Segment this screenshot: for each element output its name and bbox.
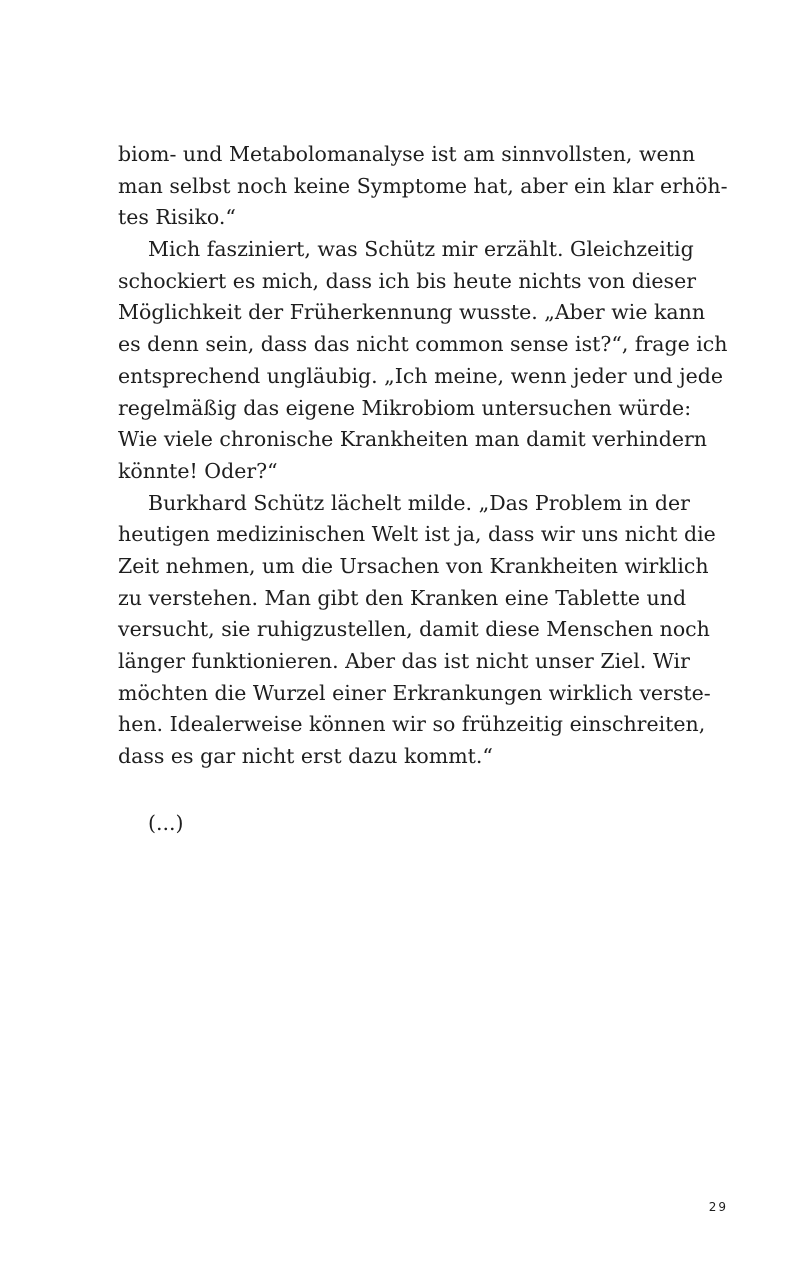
text-line: zu verstehen. Man gibt den Kranken eine Tablette und [118, 585, 687, 610]
text-line: entsprechend ungläubig. „Ich meine, wenn jeder und jede [118, 363, 724, 388]
text-line: regelmäßig das eigene Mikrobiom untersuchen würde: [118, 395, 692, 420]
text-line: heutigen medizinischen Welt ist ja, dass wir uns nicht die [118, 522, 716, 547]
paragraph-3 [118, 488, 716, 773]
text-line: Möglichkeit der Früherkennung wusste. „Aber wie kann [118, 300, 706, 325]
text-line: möchten die Wurzel einer Erkrankungen wirklich verste- [118, 680, 711, 705]
paragraph-1 [118, 139, 728, 234]
text-line: Wie viele chronische Krankheiten man damit verhindern [118, 427, 707, 452]
text-line: schockiert es mich, dass ich bis heute nichts von dieser [118, 268, 696, 293]
text-line: versucht, sie ruhigzustellen, damit diese Menschen noch [118, 617, 710, 642]
text-line: man selbst noch keine Symptome hat, aber ein klar erhöh- [118, 173, 728, 198]
text-line: es denn sein, dass das nicht common sense ist?“, frage ich [118, 332, 728, 357]
text-line: tes Risiko.“ [118, 205, 236, 230]
text-line: biom- und Metabolomanalyse ist am sinnvollsten, wenn [118, 142, 696, 166]
text-line: Mich fasziniert, was Schütz mir erzählt. Gleichzeitig [148, 237, 694, 262]
text-line: dass es gar nicht erst dazu kommt.“ [118, 744, 493, 769]
text-line: länger funktionieren. Aber das ist nicht unser Ziel. Wir [118, 649, 690, 673]
body-text [118, 139, 728, 773]
text-line: hen. Idealerweise können wir so frühzeitig einschreiten, [118, 712, 706, 737]
paragraph-2 [118, 234, 728, 488]
omission-marker: (...) [148, 811, 184, 835]
text-line: könnte! Oder?“ [118, 458, 278, 483]
text-line: Burkhard Schütz lächelt milde. „Das Problem in der [148, 490, 690, 515]
text-line: Zeit nehmen, um die Ursachen von Krankheiten wirklich [118, 553, 709, 578]
page-number: 29 [708, 1200, 728, 1214]
